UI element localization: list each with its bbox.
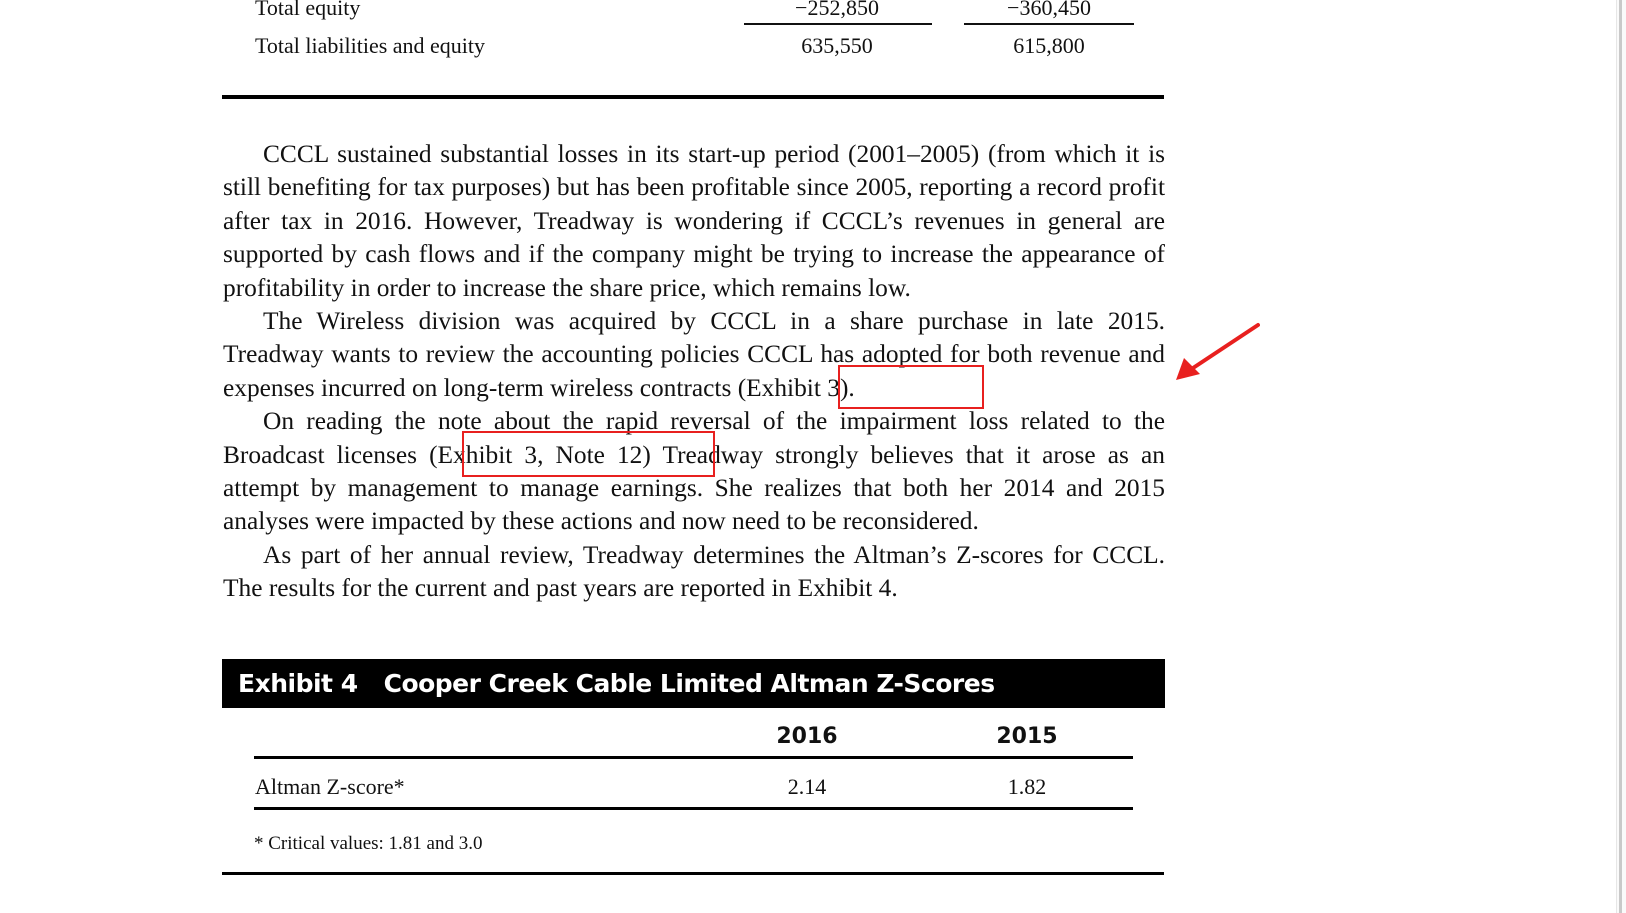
- z-score-2016: 2.14: [787, 774, 827, 799]
- body-text: [223, 138, 1165, 606]
- footnote: * Critical values: 1.81 and 3.0: [254, 833, 483, 854]
- paragraph-3-text-b: Treadway strongly believes that it arose as an attempt by management to manage earnings. She realizes that both her 2014 and 2015 analyses were impacted by these actions and now need to be reconsidered.: [223, 440, 1165, 536]
- exhibit-3-reference: (Exhibit 3).: [737, 373, 855, 402]
- row-label-total-equity: Total equity: [255, 0, 361, 20]
- annotation-box-exhibit-3: [838, 365, 984, 409]
- row-label-total-liabilities-equity: Total liabilities and equity: [255, 33, 486, 58]
- total-equity-2016: −252,850: [795, 0, 879, 20]
- z-score-row-label: Altman Z-score*: [255, 774, 405, 799]
- column-header-2016: 2016: [776, 724, 838, 749]
- underline-2016: [744, 23, 932, 25]
- total-liabilities-equity-2016: 635,550: [801, 33, 873, 58]
- scrollbar-thumb[interactable]: [1619, 0, 1622, 913]
- paragraph-3-text-a: On reading the note about the rapid reversal of the impairment loss related to the Broadcast licenses: [223, 407, 1165, 469]
- column-header-2015: 2015: [996, 724, 1058, 749]
- balance-sheet-tail: [0, 0, 1626, 100]
- arrow-icon: [1170, 318, 1260, 384]
- annotation-box-exhibit-3-note-12: [462, 431, 715, 477]
- row-rule: [254, 807, 1133, 810]
- exhibit-number: Exhibit 4: [238, 669, 358, 698]
- exhibit-3-note-12-reference: (Exhibit 3, Note 12): [429, 440, 651, 469]
- paragraph-2: [223, 305, 1165, 405]
- underline-2015: [964, 23, 1134, 25]
- total-equity-2015: −360,450: [1007, 0, 1091, 20]
- paragraph-2-text: The Wireless division was acquired by CCCL in a share purchase in late 2015. Treadway wants to review the accounting policies CCCL has adopted for both revenue and expenses incurred on long-term wireless contracts: [223, 307, 1165, 402]
- table-bottom-rule: [222, 95, 1164, 99]
- exhibit-4-title: [238, 669, 995, 698]
- exhibit-title-text: Cooper Creek Cable Limited Altman Z-Scores: [383, 669, 995, 698]
- exhibit-4-header: [222, 659, 1165, 708]
- z-score-2015: 1.82: [1007, 774, 1047, 799]
- paragraph-1: CCCL sustained substantial losses in its start-up period (2001–2005) (from which it is still benefiting for tax purposes) but has been profitable since 2005, reporting a record profit after tax in 2016. However, Treadway is wondering if CCCL’s revenues in general are supported by cash flows and if the company might be trying to increase the appearance of profitability in order to increase the share price, which remains low.: [223, 140, 1165, 302]
- paragraph-4: As part of her annual review, Treadway determines the Altman’s Z-scores for CCCL. The results for the current and past years are reported in Exhibit 4.: [223, 540, 1165, 603]
- total-liabilities-equity-2015: 615,800: [1013, 33, 1085, 58]
- exhibit-bottom-rule: [222, 872, 1164, 875]
- header-rule: [254, 756, 1133, 759]
